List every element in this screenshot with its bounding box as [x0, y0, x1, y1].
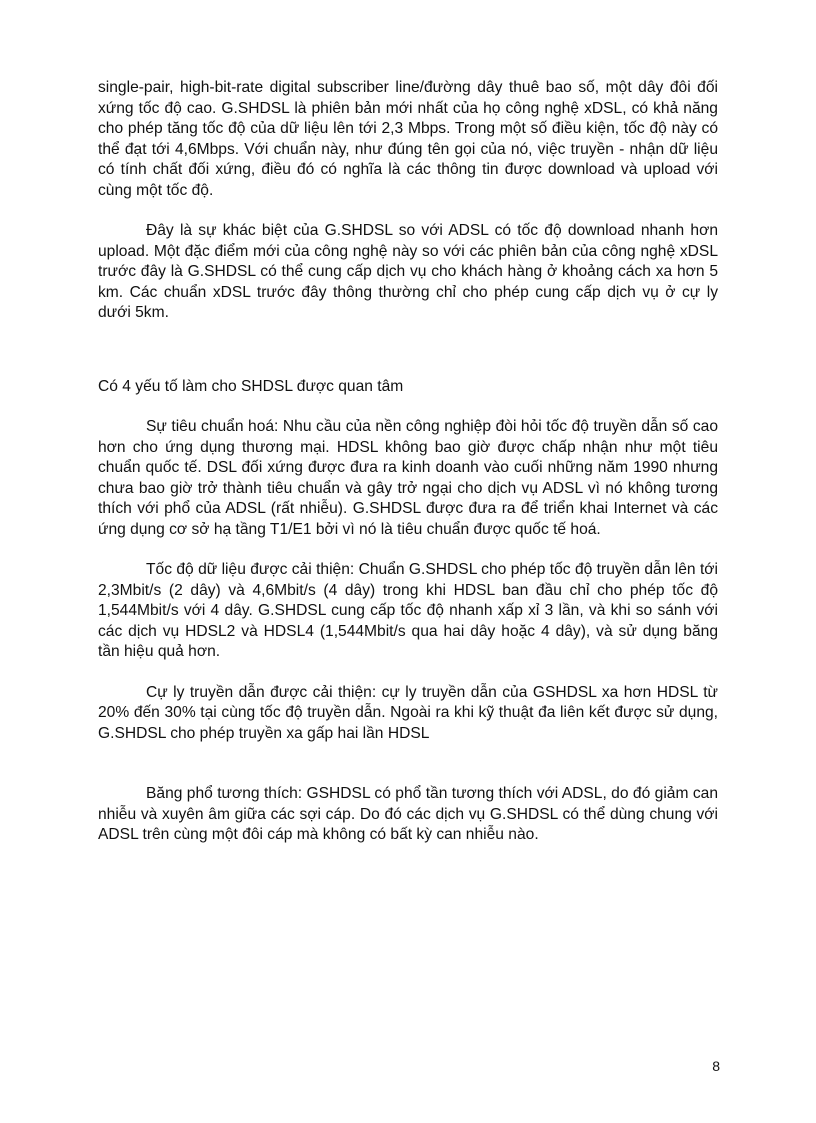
document-body [98, 78, 718, 846]
paragraph-gshdsl-vs-adsl: Đây là sự khác biệt của G.SHDSL so với ADSL có tốc độ download nhanh hơn upload. Một đặc điểm mới của công nghệ này so với các phiên bản của công nghệ xDSL trước đây là G.SHDSL có thể cung cấp dịch vụ cho khách hàng ở khoảng cách xa hơn 5 km. Các chuẩn xDSL trước đây thông thường chỉ cho phép cung cấp dịch vụ ở cự ly dưới 5km. [98, 222, 718, 321]
paragraph-spectral-compatibility: Băng phổ tương thích: GSHDSL có phổ tần tương thích với ADSL, do đó giảm can nhiễu và xuyên âm giữa các sợi cáp. Do đó các dịch vụ G.SHDSL có thể dùng chung với ADSL trên cùng một đôi cáp mà không có bất kỳ can nhiễu nào. [98, 785, 718, 843]
paragraph-gshdsl-intro: single-pair, high-bit-rate digital subscriber line/đường dây thuê bao số, một dây đôi đối xứng tốc độ cao. G.SHDSL là phiên bản mới nhất của họ công nghệ xDSL, có khả năng cho phép tăng tốc độ của dữ liệu lên tới 2,3 Mbps. Trong một số điều kiện, tốc độ này có thể đạt tới 4,6Mbps. Với chuẩn này, như đúng tên gọi của nó, việc truyền - nhận dữ liệu có tính chất đối xứng, điều đó có nghĩa là các thông tin được download và upload với cùng một tốc độ. [98, 79, 718, 199]
paragraph-data-rate: Tốc độ dữ liệu được cải thiện: Chuẩn G.SHDSL cho phép tốc độ truyền dẫn lên tới 2,3Mbit/s (2 dây) và 4,6Mbit/s (4 dây) trong khi HDSL ban đầu chỉ cho phép tốc độ 1,544Mbit/s với 4 dây. G.SHDSL cung cấp tốc độ nhanh xấp xỉ 3 lần, và khi so sánh với các dịch vụ HDSL2 và HDSL4 (1,544Mbit/s qua hai dây hoặc 4 dây), và sử dụng băng tần hiệu quả hơn. [98, 561, 718, 660]
page-number: 8 [712, 1058, 720, 1074]
section-heading: Có 4 yếu tố làm cho SHDSL được quan tâm [98, 377, 404, 395]
paragraph-reach: Cự ly truyền dẫn được cải thiện: cự ly truyền dẫn của GSHDSL xa hơn HDSL từ 20% đến 30% tại cùng tốc độ truyền dẫn. Ngoài ra khi kỹ thuật đa liên kết được sử dụng, G.SHDSL cho phép truyền xa gấp hai lần HDSL [98, 683, 718, 742]
paragraph-standardization: Sự tiêu chuẩn hoá: Nhu cầu của nền công nghiệp đòi hỏi tốc độ truyền dẫn số cao hơn cho ứng dụng thương mại. HDSL không bao giờ được chấp nhận như một tiêu chuẩn quốc tế. DSL đối xứng được đưa ra kinh doanh vào cuối những năm 1990 nhưng chưa bao giờ trở thành tiêu chuẩn và gây trở ngại cho dịch vụ ADSL vì nó không tương thích với phổ của ADSL (rất nhiễu). G.SHDSL được đưa ra để triển khai Internet và các ứng dụng cơ sở hạ tầng T1/E1 bởi vì nó là tiêu chuẩn được quốc tế hoá. [98, 418, 718, 538]
